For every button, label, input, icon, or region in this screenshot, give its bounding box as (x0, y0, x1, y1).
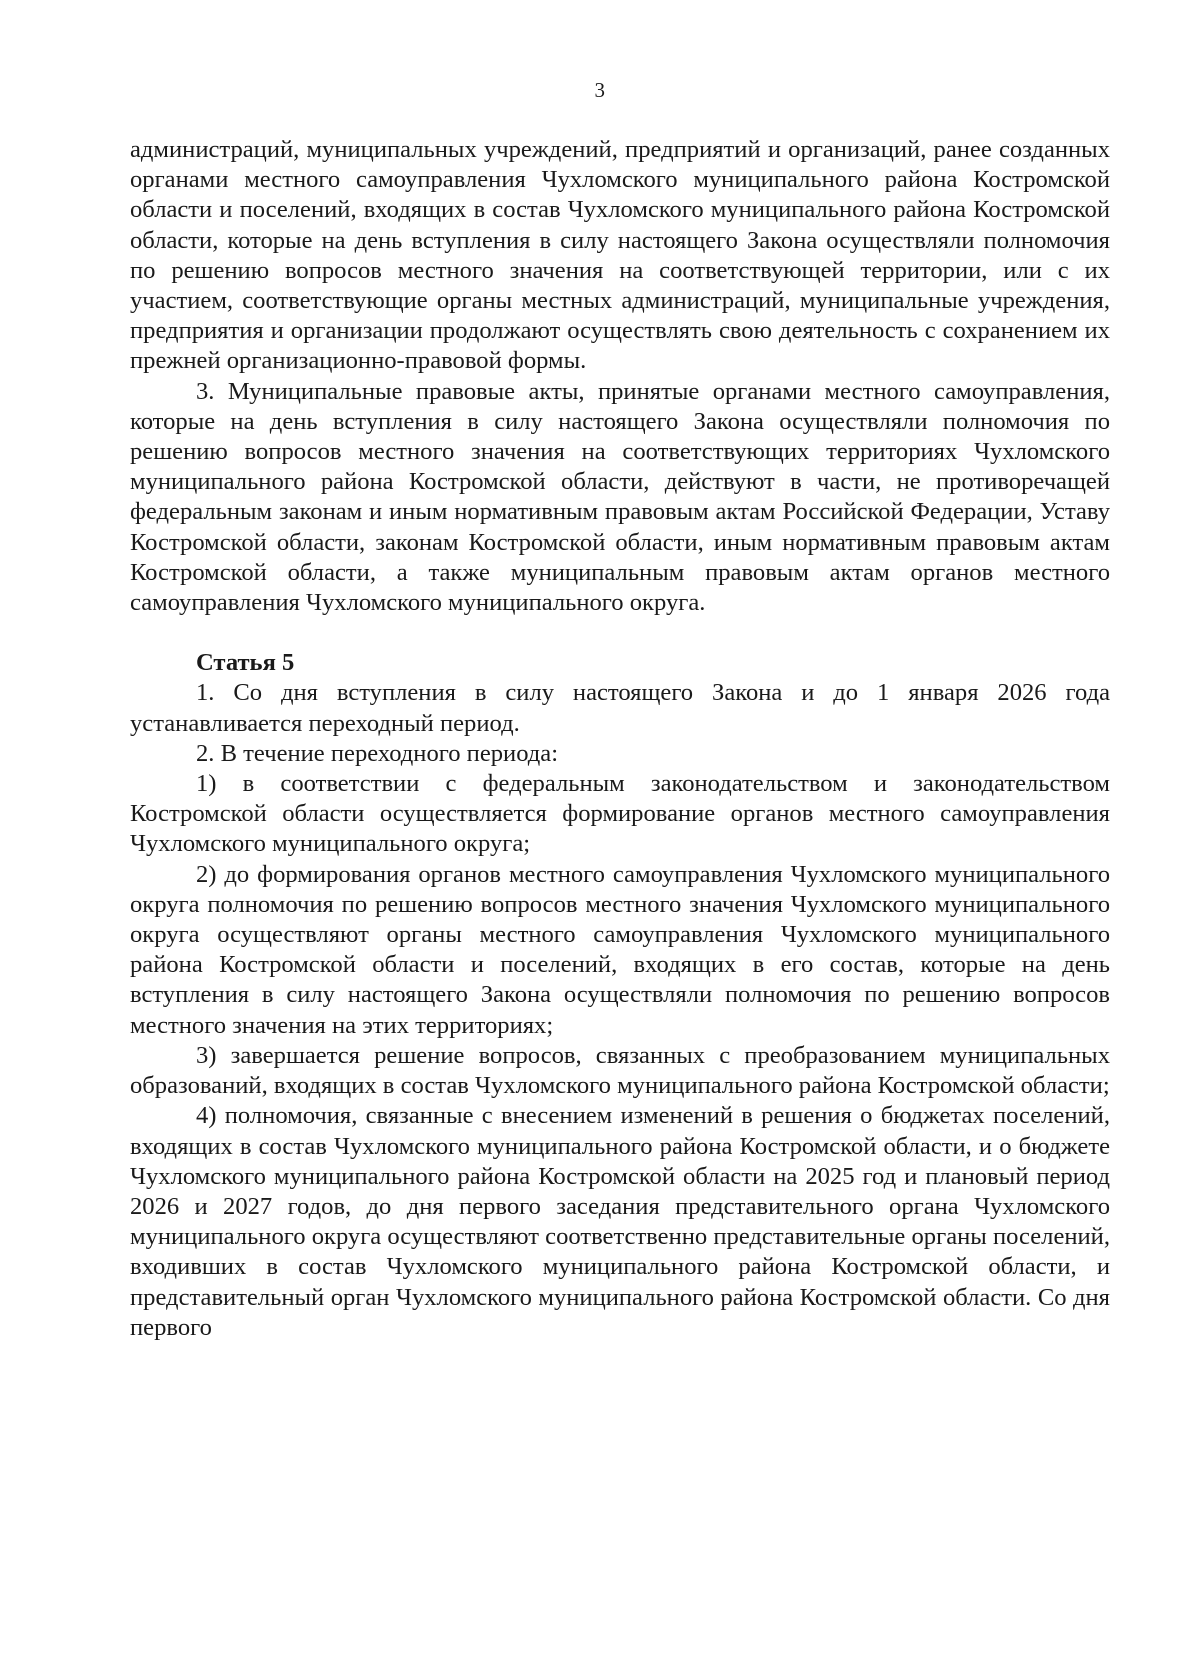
paragraph-3: 3. Муниципальные правовые акты, принятые органами местного самоуправления, которые на день вступления в силу настоящего Закона осуществляли полномочия по решению вопросов местного значения на соответствующих территориях Чухломского муниципального района Костромской области, действуют в части, не противоречащей федеральным законам и иным нормативным правовым актам Российской Федерации, Уставу Костромской области, законам Костромской области, иным нормативным правовым актам Костромской области, а также муниципальным правовым актам органов местного самоуправления Чухломского муниципального округа. (130, 377, 1110, 617)
page-number: 3 (594, 78, 606, 102)
article-5-item-2: 2) до формирования органов местного самоуправления Чухломского муниципального округа полномочия по решению вопросов местного значения Чухломского муниципального округа осуществляют органы местного самоуправления Чухломского муниципального района Костромской области и поселений, входящих в его состав, которые на день вступления в силу настоящего Закона осуществляли полномочия по решению вопросов местного значения на этих территориях; (130, 860, 1110, 1039)
article-5-paragraph-2: 2. В течение переходного периода: (196, 739, 559, 767)
article-5-paragraph-1: 1. Со дня вступления в силу настоящего Закона и до 1 января 2026 года устанавливается переходный период. (130, 679, 1110, 737)
article-5-item-4: 4) полномочия, связанные с внесением изменений в решения о бюджетах поселений, входящих в состав Чухломского муниципального района Костромской области, и о бюджете Чухломского муниципального района Костромской области на 2025 год и плановый период 2026 и 2027 годов, до дня первого заседания представительного органа Чухломского муниципального округа осуществляют соответственно представительные органы поселений, входивших в состав Чухломского муниципального района Костромской области, и представительный орган Чухломского муниципального района Костромской области. Со дня первого (130, 1102, 1110, 1341)
article-5-heading: Статья 5 (196, 649, 295, 677)
article-5-item-3: 3) завершается решение вопросов, связанных с преобразованием муниципальных образований, входящих в состав Чухломского муниципального района Костромской области; (130, 1041, 1110, 1100)
document-body (130, 135, 1110, 1343)
article-5-item-1: 1) в соответствии с федеральным законодательством и законодательством Костромской области осуществляется формирование органов местного самоуправления Чухломского муниципального округа; (130, 770, 1110, 858)
paragraph-continued: администраций, муниципальных учреждений, предприятий и организаций, ранее созданных органами местного самоуправления Чухломского муниципального района Костромской области и поселений, входящих в состав Чухломского муниципального района Костромской области, которые на день вступления в силу настоящего Закона осуществляли полномочия по решению вопросов местного значения на соответствующей территории, или с их участием, соответствующие органы местных администраций, муниципальные учреждения, предприятия и организации продолжают осуществлять свою деятельность с сохранением их прежней организационно-правовой формы. (130, 136, 1110, 375)
